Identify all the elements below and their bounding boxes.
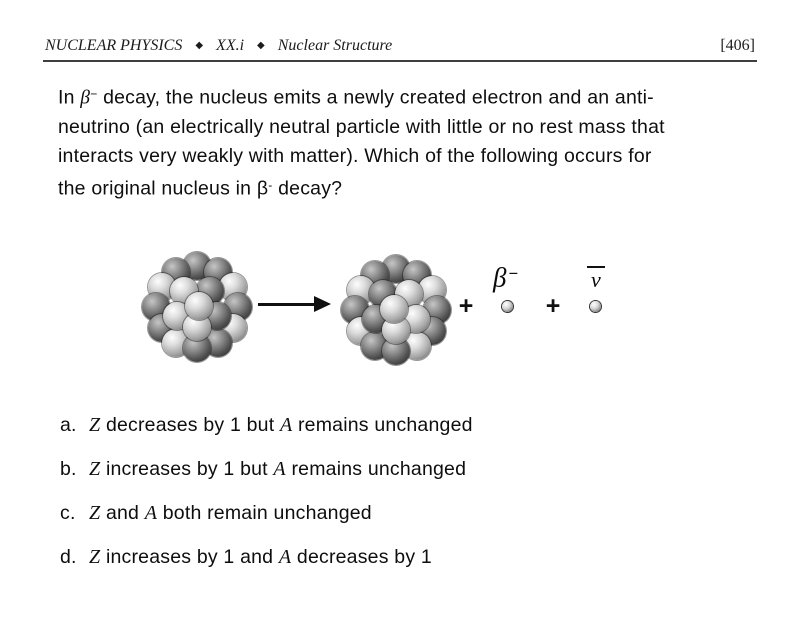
option-letter: b. <box>60 458 77 480</box>
option-letter: a. <box>60 414 77 436</box>
variable-A: A <box>279 414 293 436</box>
course-title: NUCLEAR PHYSICS <box>45 37 183 54</box>
variable-A: A <box>278 546 292 568</box>
beta-superscript: − <box>90 87 98 101</box>
question-text <box>58 80 768 204</box>
nucleon-sphere <box>380 295 408 323</box>
option-letter: d. <box>60 546 77 568</box>
daughter-nucleus-image <box>341 255 451 365</box>
option-text: Z increases by 1 but A remains unchanged <box>89 458 467 480</box>
question-line-2: neutrino (an electrically neutral particle with little or no rest mass that <box>58 115 665 138</box>
question-line-3: interacts very weakly with matter). Which of the following occurs for <box>58 145 652 168</box>
variable-Z: Z <box>89 502 101 524</box>
answer-option-d <box>60 545 473 570</box>
option-text: Z decreases by 1 but A remains unchanged <box>89 414 473 436</box>
option-text: Z and A both remain unchanged <box>89 502 372 524</box>
nucleon-sphere <box>185 292 213 320</box>
variable-A: A <box>144 502 158 524</box>
antineutrino-label: v <box>587 266 605 291</box>
header-title <box>45 37 392 55</box>
answer-option-c <box>60 501 473 526</box>
page-number: [406] <box>720 37 755 54</box>
answer-option-a <box>60 413 473 438</box>
reaction-arrow <box>258 303 316 306</box>
diamond-icon: ◆ <box>195 40 204 51</box>
reaction-arrow-head-icon <box>314 296 331 312</box>
topic-title: Nuclear Structure <box>277 37 393 54</box>
diamond-icon: ◆ <box>257 40 265 51</box>
beta-symbol: β <box>80 87 91 109</box>
option-text: Z increases by 1 and A decreases by 1 <box>89 546 432 568</box>
variable-Z: Z <box>89 458 101 480</box>
answer-options-list <box>60 413 473 589</box>
beta-superscript: − <box>508 264 519 283</box>
beta-superscript: - <box>268 178 273 193</box>
page-header <box>43 36 757 62</box>
variable-A: A <box>273 458 286 480</box>
plus-sign: + <box>458 292 474 320</box>
beta-symbol: β <box>256 177 269 200</box>
beta-particle-icon <box>502 301 513 312</box>
answer-option-b <box>60 457 473 482</box>
question-line-4: the original nucleus in β- decay? <box>58 177 343 200</box>
antineutrino-particle-icon <box>590 301 601 312</box>
parent-nucleus-image <box>142 252 252 362</box>
beta-particle-label: β − <box>493 262 519 293</box>
plus-sign: + <box>545 292 561 320</box>
variable-Z: Z <box>89 414 101 436</box>
variable-Z: Z <box>89 546 101 568</box>
question-line-1: In β− decay, the nucleus emits a newly created electron and an anti- <box>58 86 654 109</box>
section-number: XX.i <box>216 37 245 54</box>
option-letter: c. <box>60 502 76 524</box>
